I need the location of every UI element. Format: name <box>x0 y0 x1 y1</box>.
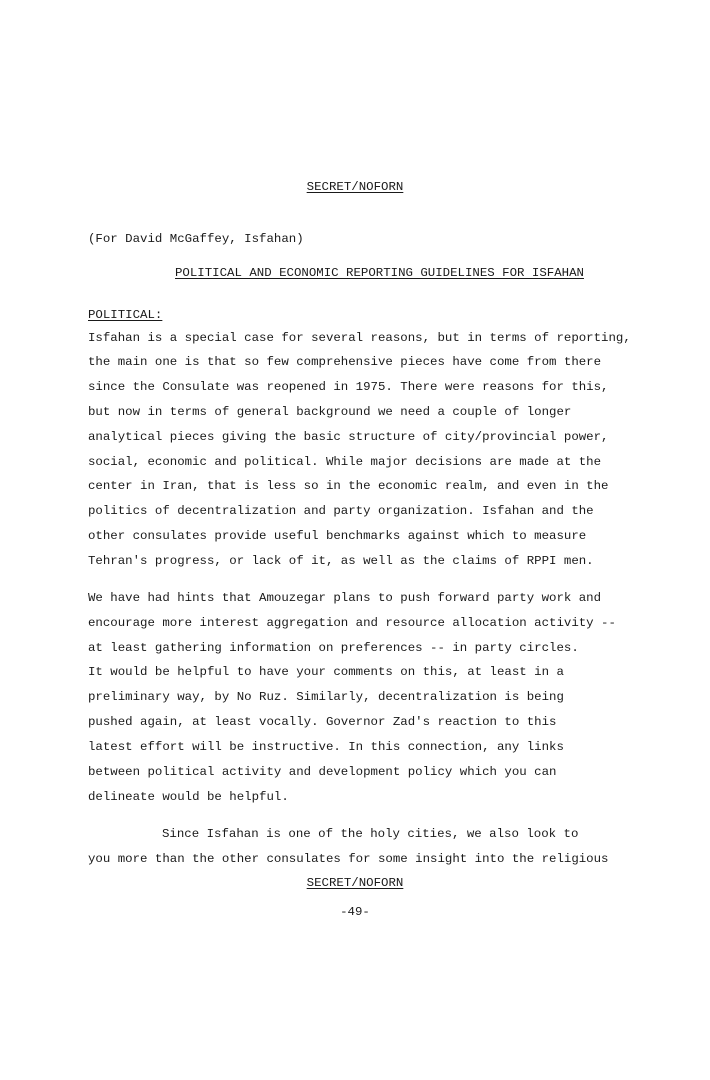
document-title: POLITICAL AND ECONOMIC REPORTING GUIDELINES FOR ISFAHAN <box>175 266 584 280</box>
paragraph-1-line: center in Iran, that is less so in the economic realm, and even in the <box>88 479 609 493</box>
footer-classification: SECRET/NOFORN <box>306 876 404 890</box>
paragraph-1-line: politics of decentralization and party organization. Isfahan and the <box>88 504 594 518</box>
paragraph-1-line: social, economic and political. While major decisions are made at the <box>88 455 602 469</box>
paragraph-2-line: between political activity and development policy which you can <box>88 765 557 779</box>
paragraph-2-line: at least gathering information on preferences -- in party circles. <box>88 641 579 655</box>
paragraph-3-line: you more than the other consulates for some insight into the religious <box>88 852 609 866</box>
paragraph-1-line: the main one is that so few comprehensive pieces have come from there <box>88 355 602 369</box>
paragraph-2-line: It would be helpful to have your comments on this, at least in a <box>88 665 564 679</box>
paragraph-1-line: other consulates provide useful benchmarks against which to measure <box>88 529 587 543</box>
paragraph-2-line: latest effort will be instructive. In this connection, any links <box>88 740 564 754</box>
paragraph-2-line: delineate would be helpful. <box>88 790 289 804</box>
paragraph-3-line: Since Isfahan is one of the holy cities, we also look to <box>162 827 579 841</box>
section-heading-political: POLITICAL: <box>88 308 163 322</box>
paragraph-1-line: Tehran's progress, or lack of it, as well as the claims of RPPI men. <box>88 554 594 568</box>
paragraph-2-line: encourage more interest aggregation and resource allocation activity -- <box>88 616 616 630</box>
paragraph-1-line: Isfahan is a special case for several reasons, but in terms of reporting, <box>88 331 631 345</box>
paragraph-2-line: We have had hints that Amouzegar plans to push forward party work and <box>88 591 602 605</box>
paragraph-2-line: pushed again, at least vocally. Governor Zad's reaction to this <box>88 715 557 729</box>
paragraph-1-line: since the Consulate was reopened in 1975. There were reasons for this, <box>88 380 609 394</box>
page-number: -49- <box>340 905 370 919</box>
paragraph-2-line: preliminary way, by No Ruz. Similarly, decentralization is being <box>88 690 564 704</box>
paragraph-1-line: but now in terms of general background we need a couple of longer <box>88 405 572 419</box>
addressee: (For David McGaffey, Isfahan) <box>88 232 304 246</box>
header-classification: SECRET/NOFORN <box>306 180 404 194</box>
paragraph-1-line: analytical pieces giving the basic structure of city/provincial power, <box>88 430 609 444</box>
